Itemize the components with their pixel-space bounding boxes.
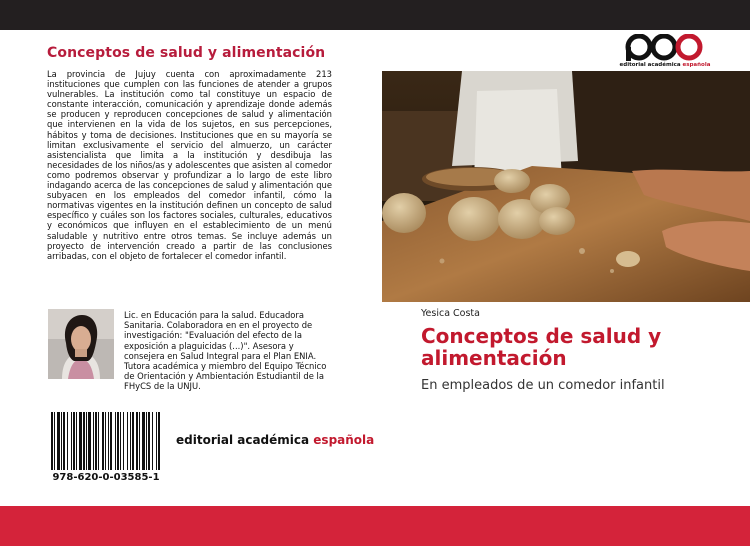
author-bio: Lic. en Educación para la salud. Educadora Sanitaria. Colaboradora en en el proyecto de investigación: "Evaluación del efecto de la exposición a plaguicidas (...)". Asesora y consejera en Salud Integral para el Plan ENIA. Tutora académica y miembro del Equipo Técnico de Orientación y Ambientación Estudiantil de la FHyCS de la UNJU. — [124, 310, 327, 392]
publisher-name-accent: española — [313, 433, 375, 447]
barcode — [50, 412, 162, 470]
back-cover-description: La provincia de Jujuy cuenta con aproximadamente 213 instituciones que cumplen con las funciones de atender a grupos vulnerables. La institución como tal constituye un espacio de constante interacción, comunicación y aprendizaje donde además se producen y reproducen concepciones de salud y alimentación que intervienen en la vida de los sujetos, en sus percepciones, hábitos y toma de decisiones. Instituciones que en su mayoría se limitan exclusivamente el servicio del almuerzo, un carácter asistencialista que limita a la institución y desdibuja las necesidades de los niños/as y adolescentes que asisten al comedor como podremos observar y profundizar a lo largo de este libro indagando acerca de las concepciones de salud y alimentación que subyacen en los empleados del comedor infantil, cómo la normativas vigentes en la institución definen un concepto de salud específico y cuáles son los factores sociales, culturales, educativos y económicos que influyen en el establecimiento de un menú saludable y nutritivo entre otros temas. Se incluye además un proyecto de intervención creado a partir de las conclusiones arribadas, con el objeto de fortalecer el comedor infantil. — [47, 69, 332, 261]
cover-photo-bakery — [382, 71, 750, 302]
front-author: Yesica Costa — [421, 308, 480, 319]
logo-caption-prefix: editorial académica — [619, 62, 683, 68]
logo-caption-accent: española — [682, 62, 711, 68]
back-cover-title: Conceptos de salud y alimentación — [47, 45, 326, 61]
top-band — [0, 0, 750, 30]
front-title: Conceptos de salud y alimentación — [421, 324, 662, 370]
bottom-band — [0, 506, 750, 546]
logo-caption — [612, 62, 718, 68]
author-photo — [48, 309, 114, 379]
publisher-name-prefix: editorial académica — [176, 433, 314, 447]
isbn-number: 978-620-0-03585-1 — [52, 472, 160, 483]
publisher-name — [176, 433, 374, 447]
front-subtitle: En empleados de un comedor infantil — [421, 378, 665, 393]
